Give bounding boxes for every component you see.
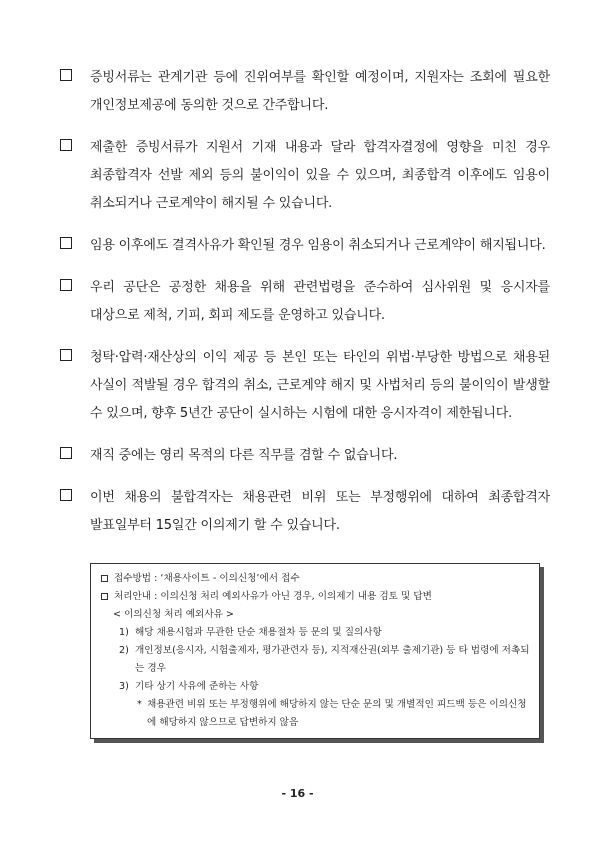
notice-text: 증빙서류는 관계기관 등에 진위여부를 확인할 예정이며, 지원자는 조회에 필요한 개인정보제공에 동의한 것으로 간주합니다.: [90, 70, 550, 113]
exception-item: [119, 624, 531, 642]
exception-number: 1): [119, 627, 129, 638]
exceptions-list: [101, 624, 531, 696]
objection-info-box: [90, 563, 540, 739]
footnote-text: 채용관련 비위 또는 부정행위에 해당하지 않는 단순 문의 및 개별적인 피드백 등은 이의신청에 해당하지 않으므로 답변하지 않음: [147, 699, 527, 728]
notice-text: 임용 이후에도 결격사유가 확인될 경우 임용이 취소되거나 근로계약이 해지됩니다.: [90, 238, 546, 253]
notice-text: 청탁·압력·재산상의 이익 제공 등 본인 또는 타인의 위법·부당한 방법으로 채용된 사실이 적발될 경우 합격의 취소, 근로계약 해지 및 사법처리 등의 불이익이 발생할 수 있으며, 향후 5년간 공단이 실시하는 시험에 대한 응시자격이 제한됩니다.: [90, 350, 550, 421]
exception-text: 개인정보(응시자, 시험출제자, 평가관련자 등), 지적재산권(외부 출제기관) 등 타 법령에 저촉되는 경우: [135, 645, 530, 674]
notice-item: [60, 64, 550, 120]
notice-item: [60, 484, 550, 540]
notice-item: [60, 232, 550, 260]
square-bullet-icon: [101, 593, 108, 600]
exception-number: 3): [119, 681, 129, 692]
notice-text: 제출한 증빙서류가 지원서 기재 내용과 달라 합격자결정에 영향을 미친 경우 최종합격자 선발 제외 등의 불이익이 있을 수 있으며, 최종합격 이후에도 임용이 취소되거나 근로계약이 해지될 수 있습니다.: [90, 140, 550, 211]
exception-number: 2): [119, 645, 129, 656]
page-number: - 16 -: [281, 787, 314, 800]
reception-method: [101, 570, 531, 588]
processing-guidance: [101, 588, 531, 606]
exception-text: 해당 채용시험과 무관한 단순 채용절차 등 문의 및 질의사항: [135, 627, 382, 638]
notice-item: [60, 344, 550, 428]
exception-text: 기타 상기 사유에 준하는 사항: [135, 681, 259, 692]
exception-item: [119, 678, 531, 696]
notice-text: 이번 채용의 불합격자는 채용관련 비위 또는 부정행위에 대하여 최종합격자 발표일부터 15일간 이의제기 할 수 있습니다.: [90, 490, 550, 533]
notice-list: [60, 64, 550, 554]
reception-method-text: 접수방법 : ‘채용사이트 - 이의신청’에서 접수: [114, 573, 300, 584]
checkbox-square-icon: [60, 489, 72, 501]
checkbox-square-icon: [60, 69, 72, 81]
notice-item: [60, 442, 550, 470]
notice-text: 우리 공단은 공정한 채용을 위해 관련법령을 준수하여 심사위원 및 응시자를 대상으로 제척, 기피, 회피 제도를 운영하고 있습니다.: [90, 280, 550, 323]
notice-text: 재직 중에는 영리 목적의 다른 직무를 겸할 수 없습니다.: [90, 448, 398, 463]
checkbox-square-icon: [60, 279, 72, 291]
checkbox-square-icon: [60, 139, 72, 151]
exception-footnote: [101, 696, 531, 732]
asterisk-mark: *: [137, 699, 142, 710]
exceptions-title: < 이의신청 처리 예외사유 >: [113, 609, 234, 620]
exception-item: [119, 642, 531, 678]
notice-item: [60, 274, 550, 330]
notice-item: [60, 134, 550, 218]
square-bullet-icon: [101, 575, 108, 582]
checkbox-square-icon: [60, 447, 72, 459]
processing-guidance-text: 처리안내 : 이의신청 처리 예외사유가 아닌 경우, 이의제기 내용 검토 및 답변: [114, 591, 432, 602]
checkbox-square-icon: [60, 349, 72, 361]
checkbox-square-icon: [60, 237, 72, 249]
